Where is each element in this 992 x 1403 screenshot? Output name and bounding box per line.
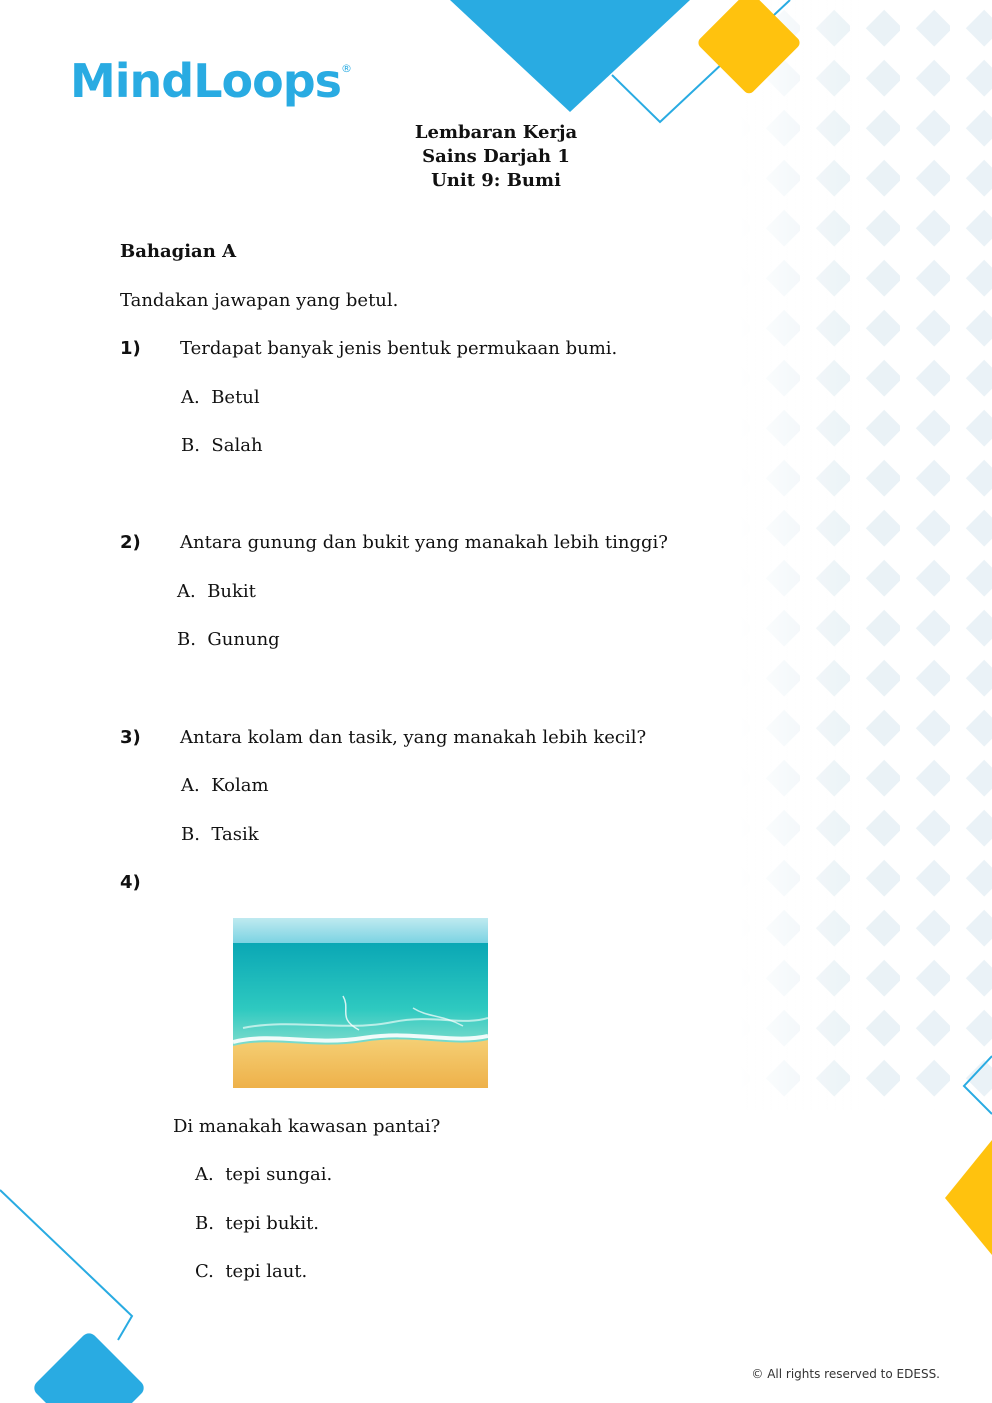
question-3-option-a[interactable] [181, 775, 269, 796]
question-2-number: 2) [120, 532, 141, 553]
question-2-option-b[interactable] [177, 629, 280, 650]
option-text: Gunung [207, 629, 280, 650]
question-4-option-c[interactable] [195, 1261, 307, 1282]
option-text: Tasik [211, 824, 259, 845]
copyright-footer: © All rights reserved to EDESS. [751, 1367, 940, 1381]
question-3-number: 3) [120, 727, 141, 748]
question-4-option-b[interactable] [195, 1213, 319, 1234]
option-text: Kolam [211, 775, 269, 796]
mindloops-logo [70, 54, 351, 114]
worksheet-subject: Sains Darjah 1 [422, 146, 570, 167]
question-1-option-a[interactable] [181, 387, 260, 408]
option-letter: A. [177, 581, 196, 602]
outline-diamond-bottom [0, 1190, 132, 1340]
yellow-diamond-right [945, 1140, 992, 1255]
question-4-number: 4) [120, 872, 141, 893]
instruction-text: Tandakan jawapan yang betul. [120, 290, 399, 311]
option-letter: A. [195, 1164, 214, 1185]
option-letter: B. [181, 824, 200, 845]
option-letter: C. [195, 1261, 214, 1282]
option-text: tepi sungai. [225, 1164, 333, 1185]
option-letter: B. [195, 1213, 214, 1234]
option-text: Bukit [207, 581, 256, 602]
question-2-text: Antara gunung dan bukit yang manakah lebih tinggi? [180, 532, 668, 553]
question-2-option-a[interactable] [177, 581, 256, 602]
option-text: tepi laut. [225, 1261, 308, 1282]
registered-mark: ® [341, 62, 352, 75]
question-3-text: Antara kolam dan tasik, yang manakah lebih kecil? [180, 727, 647, 748]
option-letter: A. [181, 387, 200, 408]
option-text: Betul [211, 387, 260, 408]
question-1-option-b[interactable] [181, 435, 263, 456]
worksheet-unit: Unit 9: Bumi [431, 170, 561, 191]
section-heading: Bahagian A [120, 241, 237, 262]
option-text: Salah [211, 435, 263, 456]
question-3-option-b[interactable] [181, 824, 259, 845]
logo-text: MindLoops [70, 54, 342, 108]
beach-image [233, 918, 488, 1088]
question-4-text: Di manakah kawasan pantai? [173, 1116, 441, 1137]
question-1-number: 1) [120, 338, 141, 359]
question-4-option-a[interactable] [195, 1164, 332, 1185]
blue-diamond-top [450, 0, 690, 112]
question-1-text: Terdapat banyak jenis bentuk permukaan bumi. [180, 338, 618, 359]
option-text: tepi bukit. [225, 1213, 320, 1234]
option-letter: B. [177, 629, 196, 650]
worksheet-title: Lembaran Kerja [414, 122, 578, 143]
option-letter: A. [181, 775, 200, 796]
option-letter: B. [181, 435, 200, 456]
blue-diamond-bottom [31, 1330, 147, 1403]
